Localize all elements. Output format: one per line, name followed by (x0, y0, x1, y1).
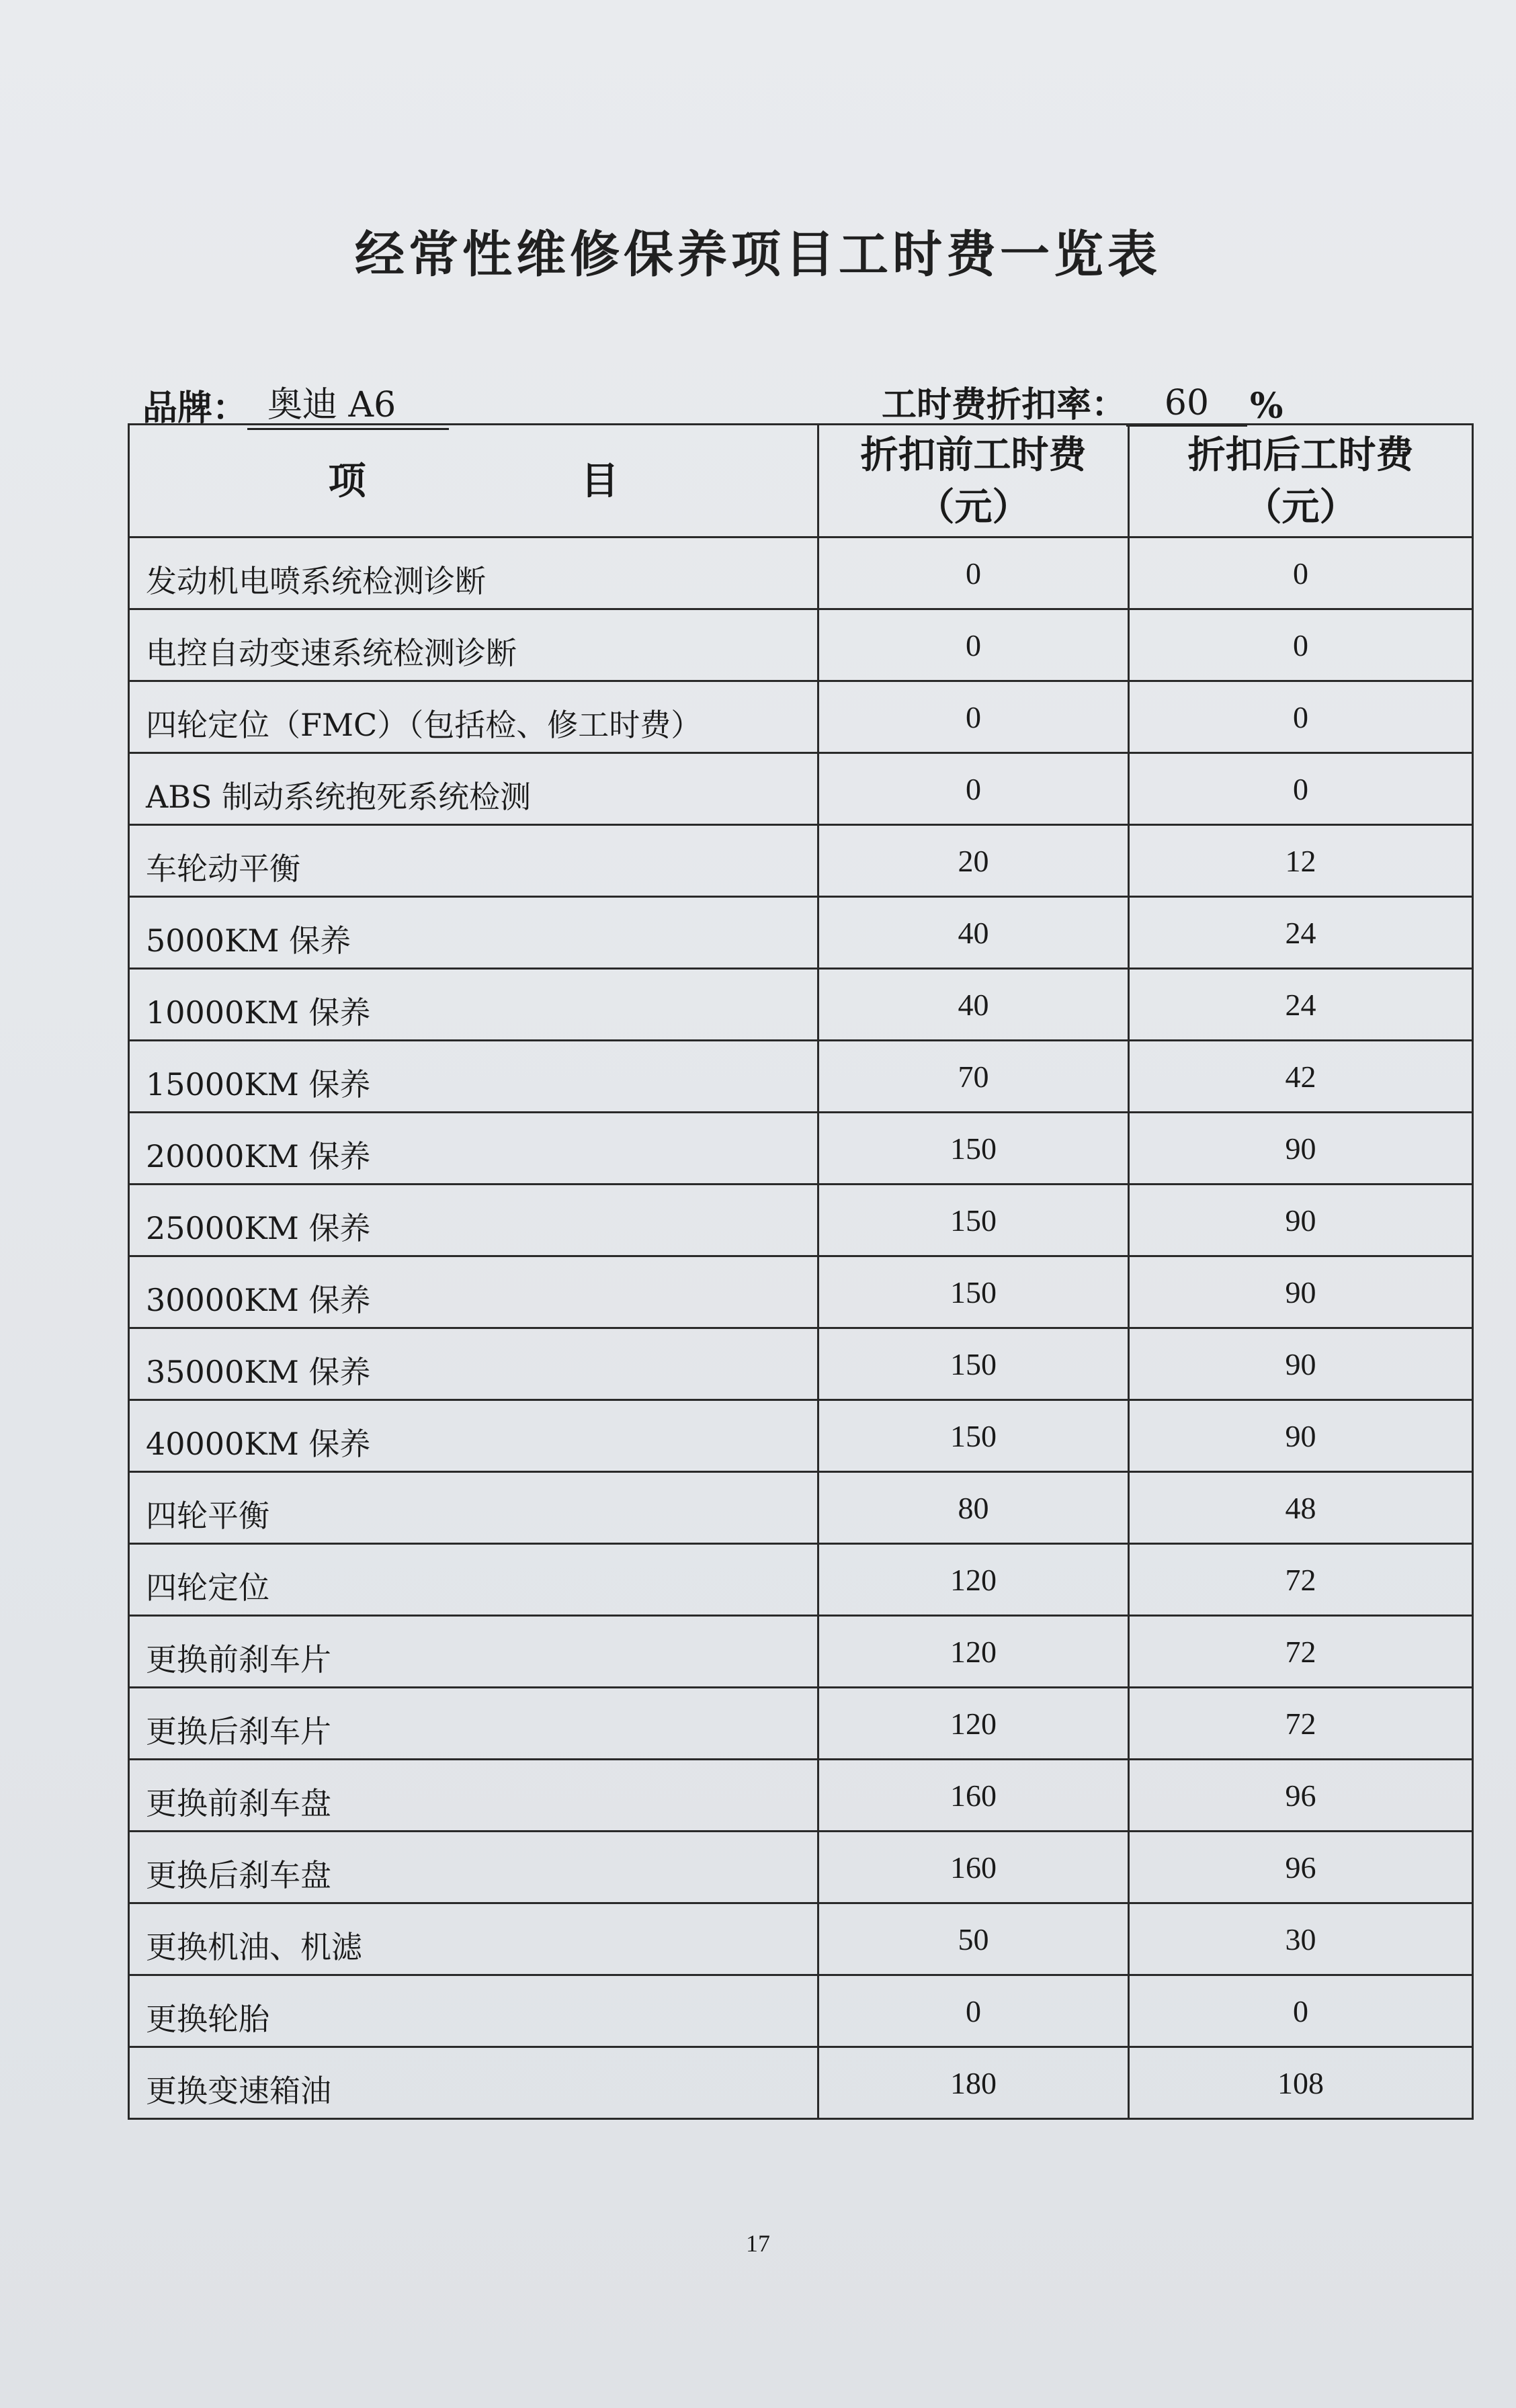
item-name-cell: 更换变速箱油 (129, 2047, 818, 2119)
fee-before-discount-cell: 150 (818, 1113, 1129, 1185)
fee-after-discount-cell: 96 (1129, 1760, 1473, 1832)
item-name-cell: 35000KM 保养 (129, 1328, 818, 1400)
item-name-cell: 15000KM 保养 (129, 1041, 818, 1113)
fee-before-discount-cell: 0 (818, 1975, 1129, 2047)
fee-before-discount-cell: 120 (818, 1688, 1129, 1760)
fee-before-discount-cell: 0 (818, 538, 1129, 609)
fee-before-discount-cell: 80 (818, 1472, 1129, 1544)
fee-before-discount-cell: 50 (818, 1903, 1129, 1975)
table-row (129, 1616, 1473, 1688)
fee-before-discount-cell: 150 (818, 1400, 1129, 1472)
fee-after-discount-cell: 72 (1129, 1688, 1473, 1760)
fee-after-discount-cell: 42 (1129, 1041, 1473, 1113)
page-number: 17 (746, 2230, 770, 2257)
fee-before-discount-cell: 40 (818, 969, 1129, 1041)
item-name-cell: ABS 制动系统抱死系统检测 (129, 753, 818, 825)
item-name-cell: 更换机油、机滤 (129, 1903, 818, 1975)
fee-after-discount-cell: 90 (1129, 1328, 1473, 1400)
fee-before-discount-cell: 150 (818, 1256, 1129, 1328)
table-row (129, 753, 1473, 825)
fee-before-discount-cell: 0 (818, 681, 1129, 753)
item-name-cell: 发动机电喷系统检测诊断 (129, 538, 818, 609)
item-name-cell: 10000KM 保养 (129, 969, 818, 1041)
fee-after-discount-cell: 90 (1129, 1185, 1473, 1256)
fee-after-discount-cell: 30 (1129, 1903, 1473, 1975)
header-before-line1: 折扣前工时费 (860, 432, 1087, 477)
fee-after-discount-cell: 90 (1129, 1113, 1473, 1185)
fee-before-discount-cell: 20 (818, 825, 1129, 897)
item-name-cell: 更换后刹车片 (129, 1688, 818, 1760)
fee-before-discount-cell: 0 (818, 753, 1129, 825)
fee-before-discount-cell: 150 (818, 1328, 1129, 1400)
item-name-cell: 更换前刹车片 (129, 1616, 818, 1688)
table-row (129, 1113, 1473, 1185)
header-item (129, 425, 818, 538)
item-name-cell: 30000KM 保养 (129, 1256, 818, 1328)
header-after-discount (1129, 425, 1473, 538)
fee-after-discount-cell: 0 (1129, 753, 1473, 825)
table-row (129, 681, 1473, 753)
table-row (129, 1256, 1473, 1328)
item-name-cell: 5000KM 保养 (129, 897, 818, 969)
item-name-cell: 25000KM 保养 (129, 1185, 818, 1256)
brand-label: 品牌： (142, 388, 248, 429)
brand-value: 奥迪 A6 (247, 376, 449, 430)
table-row (129, 1975, 1473, 2047)
fee-after-discount-cell: 108 (1129, 2047, 1473, 2119)
item-name-cell: 20000KM 保养 (129, 1113, 818, 1185)
fee-after-discount-cell: 24 (1129, 897, 1473, 969)
item-name-cell: 电控自动变速系统检测诊断 (129, 609, 818, 681)
fee-before-discount-cell: 150 (818, 1185, 1129, 1256)
table-row (129, 1041, 1473, 1113)
table-row (129, 1544, 1473, 1616)
table-row (129, 1328, 1473, 1400)
table-header-row (129, 425, 1473, 538)
fee-after-discount-cell: 90 (1129, 1256, 1473, 1328)
fee-before-discount-cell: 120 (818, 1544, 1129, 1616)
fee-after-discount-cell: 12 (1129, 825, 1473, 897)
header-after-line2: （元） (1244, 484, 1357, 529)
header-item-part1: 项 (328, 458, 366, 503)
item-name-cell: 四轮定位 (129, 1544, 818, 1616)
fee-before-discount-cell: 70 (818, 1041, 1129, 1113)
fee-after-discount-cell: 0 (1129, 681, 1473, 753)
fee-after-discount-cell: 72 (1129, 1616, 1473, 1688)
item-name-cell: 更换轮胎 (129, 1975, 818, 2047)
discount-rate-label: 工时费折扣率： (882, 384, 1127, 425)
document-title: 经常性维修保养项目工时费一览表 (355, 226, 1161, 284)
table-row (129, 969, 1473, 1041)
fee-before-discount-cell: 40 (818, 897, 1129, 969)
item-name-cell: 40000KM 保养 (129, 1400, 818, 1472)
fee-before-discount-cell: 160 (818, 1832, 1129, 1903)
fee-after-discount-cell: 0 (1129, 538, 1473, 609)
table-row (129, 1472, 1473, 1544)
fee-after-discount-cell: 48 (1129, 1472, 1473, 1544)
table-row (129, 897, 1473, 969)
fee-after-discount-cell: 72 (1129, 1544, 1473, 1616)
fee-before-discount-cell: 120 (818, 1616, 1129, 1688)
header-after-line1: 折扣后工时费 (1187, 432, 1414, 477)
fee-after-discount-cell: 0 (1129, 1975, 1473, 2047)
table-row (129, 1185, 1473, 1256)
discount-rate-field (882, 376, 1339, 430)
table-row (129, 1400, 1473, 1472)
table-row (129, 1760, 1473, 1832)
table-row (129, 1688, 1473, 1760)
fee-before-discount-cell: 160 (818, 1760, 1129, 1832)
item-name-cell: 四轮定位（FMC）（包括检、修工时费） (129, 681, 818, 753)
fee-after-discount-cell: 90 (1129, 1400, 1473, 1472)
table-row (129, 825, 1473, 897)
item-name-cell: 更换后刹车盘 (129, 1832, 818, 1903)
fee-before-discount-cell: 180 (818, 2047, 1129, 2119)
table-body (129, 538, 1473, 2119)
table-row (129, 538, 1473, 609)
brand-field (142, 376, 492, 430)
discount-rate-value: 60 (1126, 383, 1247, 427)
header-before-line2: （元） (917, 484, 1030, 529)
header-before-discount (818, 425, 1129, 538)
table-row (129, 1832, 1473, 1903)
discount-rate-unit: % (1250, 386, 1283, 427)
header-item-part2: 目 (581, 458, 619, 503)
fee-before-discount-cell: 0 (818, 609, 1129, 681)
fee-after-discount-cell: 0 (1129, 609, 1473, 681)
labor-fee-table (128, 423, 1474, 2120)
item-name-cell: 四轮平衡 (129, 1472, 818, 1544)
fee-after-discount-cell: 96 (1129, 1832, 1473, 1903)
fee-after-discount-cell: 24 (1129, 969, 1473, 1041)
table-row (129, 1903, 1473, 1975)
item-name-cell: 车轮动平衡 (129, 825, 818, 897)
item-name-cell: 更换前刹车盘 (129, 1760, 818, 1832)
table-row (129, 609, 1473, 681)
table-row (129, 2047, 1473, 2119)
